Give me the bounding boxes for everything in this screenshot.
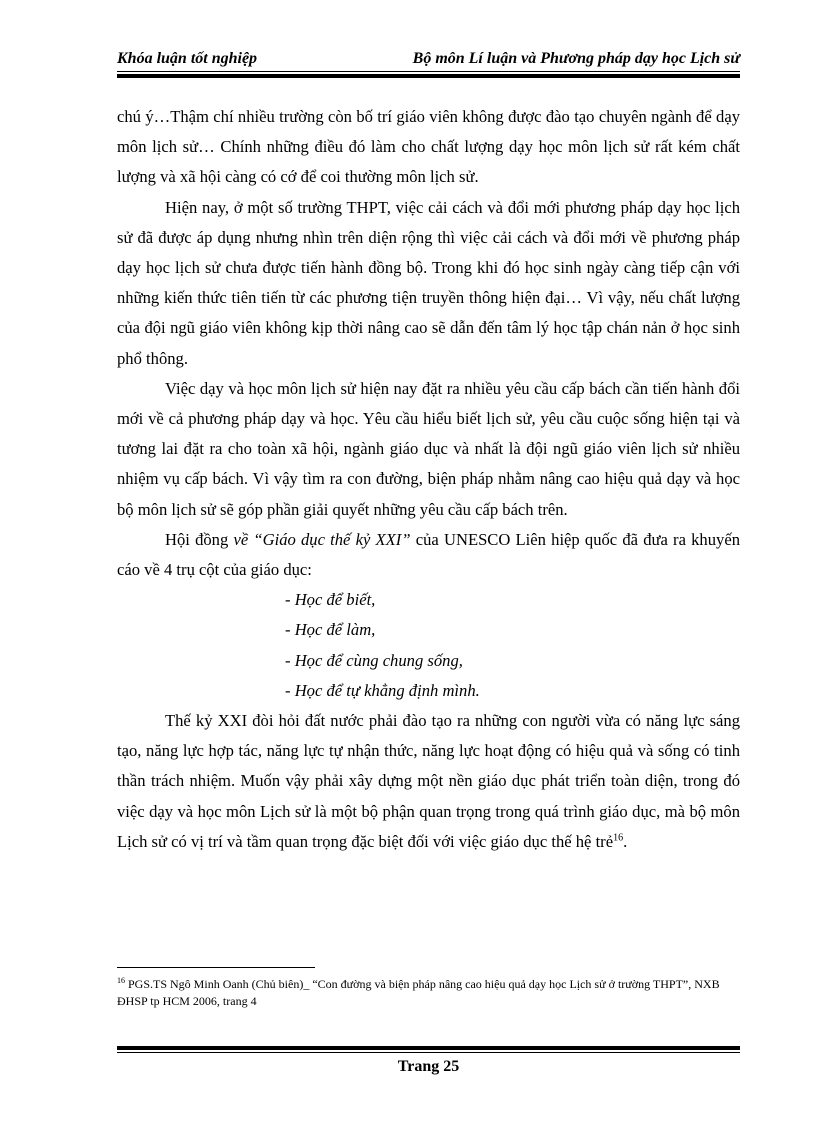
paragraph-3: Việc dạy và học môn lịch sử hiện nay đặt ra nhiều yêu cầu cấp bách cần tiến hành đổi mới về cả phương pháp dạy và học. Yêu cầu hiểu biết lịch sử, yêu cầu cuộc sống hiện tại và tương lai đặt ra cho toàn xã hội, ngành giáo dục và nhất là đội ngũ giáo viên lịch sử nhiều nhiệm vụ cấp bách. Vì vậy tìm ra con đường, biện pháp nhằm nâng cao hiệu quả dạy và học bộ môn lịch sử sẽ góp phần giải quyết những yêu cầu cấp bách trên. bbox=[117, 378, 740, 519]
list-item bbox=[285, 676, 740, 706]
paragraph-4-pre: Hội đồng bbox=[165, 529, 234, 549]
footnote-text: PGS.TS Ngô Minh Oanh (Chủ biên)_ “Con đường và biện pháp nâng cao hiệu quả dạy học Lịch sử ở trường THPT”, NXB ĐHSP tp HCM 2006, trang 4 bbox=[117, 977, 720, 1008]
footer-rule-thin bbox=[117, 1052, 740, 1053]
paragraph-4-post: của UNESCO Liên hiệp quốc đã đưa ra khuyến cáo về 4 trụ cột của giáo dục: bbox=[117, 529, 740, 580]
paragraph-5 bbox=[117, 706, 740, 857]
header-right-title: Bộ môn Lí luận và Phương pháp dạy học Lịch sử bbox=[412, 50, 740, 67]
list-item bbox=[285, 615, 740, 645]
list-item-text: Học để tự khẳng định mình. bbox=[294, 680, 480, 700]
paragraph-2: Hiện nay, ở một số trường THPT, việc cải cách và đổi mới phương pháp dạy học lịch sử đã được áp dụng nhưng nhìn trên diện rộng thì việc cải cách và đổi mới về phương pháp dạy học lịch sử chưa được tiến hành đồng bộ. Trong khi đó học sinh ngày càng tiếp cận với những kiến thức tiên tiến từ các phương tiện truyền thông hiện đại… Vì vậy, nếu chất lượng của đội ngũ giáo viên không kịp thời nâng cao sẽ dẫn đến tâm lý học tập chán nản ở học sinh phổ thông. bbox=[117, 197, 740, 368]
page-header bbox=[117, 48, 740, 70]
list-item-text: Học để biết, bbox=[294, 590, 376, 610]
paragraph-4 bbox=[117, 525, 740, 585]
footnote-number: 16 bbox=[117, 976, 125, 985]
paragraph-5-end: . bbox=[623, 831, 628, 851]
footnote-separator bbox=[117, 967, 315, 968]
page-number: Trang 25 bbox=[397, 1058, 460, 1075]
footnote-reference[interactable]: 16 bbox=[613, 832, 624, 844]
body-text bbox=[117, 102, 740, 857]
footer-rule-thick bbox=[117, 1046, 740, 1050]
list-dash: - bbox=[285, 680, 291, 700]
header-rule-thin bbox=[117, 71, 740, 72]
header-left-title: Khóa luận tốt nghiệp bbox=[117, 50, 258, 67]
education-pillars-list bbox=[117, 585, 740, 706]
list-dash: - bbox=[285, 650, 291, 670]
list-dash: - bbox=[285, 590, 291, 610]
list-item-text: Học để cùng chung sống, bbox=[294, 650, 463, 670]
list-item bbox=[285, 646, 740, 676]
header-rule-thick bbox=[117, 74, 740, 78]
footnote bbox=[117, 976, 740, 1010]
paragraph-4-italic: về “Giáo dục thế kỷ XXI” bbox=[233, 529, 411, 549]
paragraph-5-text: Thế kỷ XXI đòi hỏi đất nước phải đào tạo ra những con người vừa có năng lực sáng tạo, năng lực hợp tác, năng lực tự nhận thức, năng lực hoạt động có hiệu quả và sống có tinh thần trách nhiệm. Muốn vậy phải xây dựng một nền giáo dục phát triển toàn diện, trong đó việc dạy và học môn Lịch sử là một bộ phận quan trọng trong quá trình giáo dục, mà bộ môn Lịch sử có vị trí và tầm quan trọng đặc biệt đối với việc giáo dục thế hệ trẻ bbox=[117, 711, 740, 851]
list-dash: - bbox=[285, 620, 291, 640]
paragraph-1: chú ý…Thậm chí nhiều trường còn bố trí giáo viên không được đào tạo chuyên ngành để dạy môn lịch sử… Chính những điều đó làm cho chất lượng dạy học môn lịch sử rất kém chất lượng và xã hội càng có cớ để coi thường môn lịch sử. bbox=[117, 107, 740, 187]
list-item bbox=[285, 585, 740, 615]
list-item-text: Học để làm, bbox=[294, 620, 376, 640]
